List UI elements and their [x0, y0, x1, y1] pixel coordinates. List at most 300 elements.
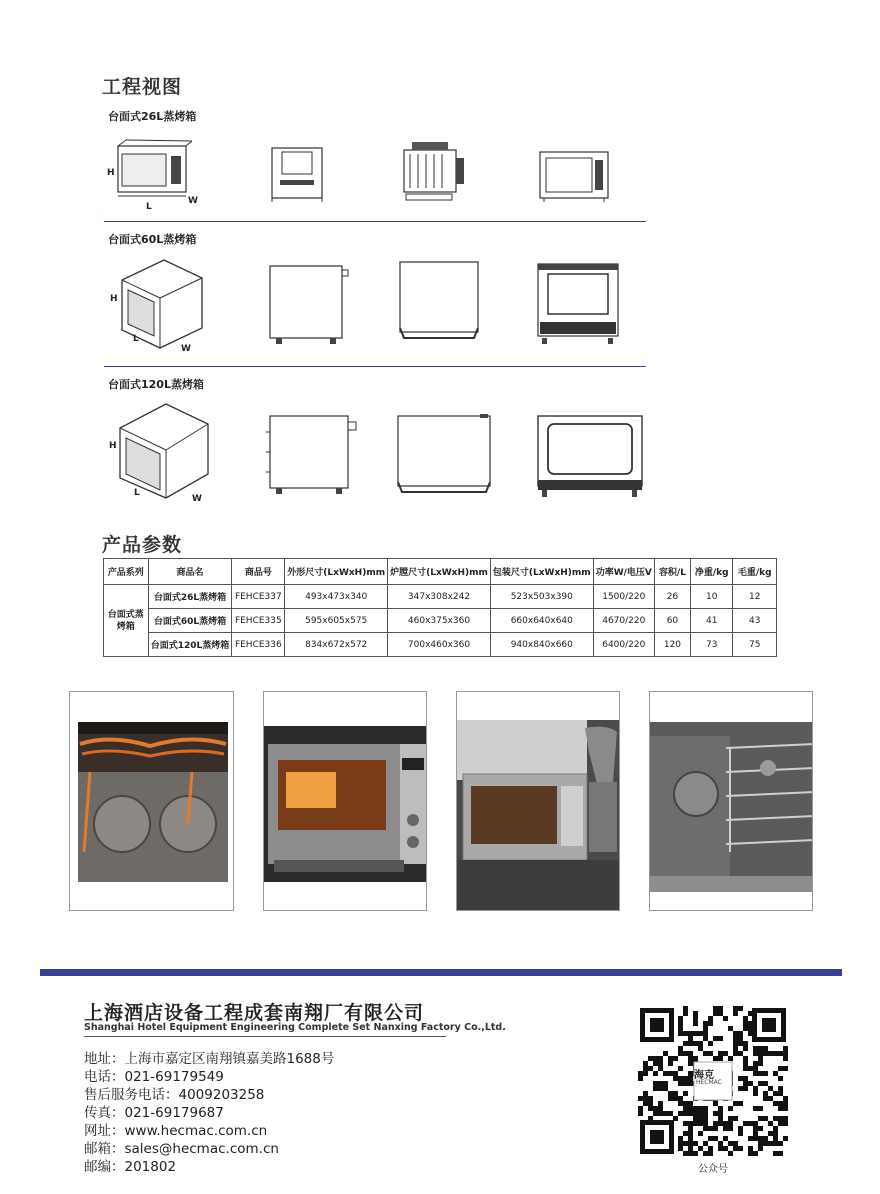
qr-module — [753, 1051, 758, 1056]
qr-module — [718, 1036, 723, 1041]
qr-module — [753, 1046, 758, 1051]
qr-module — [698, 1041, 703, 1046]
footer-divider-bar — [40, 969, 842, 976]
dim-w-60l: W — [181, 344, 191, 354]
qr-module — [643, 1061, 648, 1066]
table-cell: 700x460x360 — [388, 633, 491, 657]
contact-email[interactable]: 邮箱：sales@hecmac.com.cn — [84, 1141, 279, 1157]
model-60l-top-view — [398, 258, 482, 344]
qr-module — [733, 1146, 738, 1151]
qr-module — [758, 1081, 763, 1086]
qr-module — [783, 1101, 788, 1106]
qr-module — [778, 1116, 783, 1121]
qr-module — [658, 1066, 663, 1071]
qr-module — [738, 1146, 743, 1151]
qr-module — [678, 1031, 683, 1036]
table-row — [104, 585, 777, 609]
qr-module — [773, 1051, 778, 1056]
qr-module — [753, 1086, 758, 1091]
qr-module — [728, 1116, 733, 1121]
qr-module — [703, 1141, 708, 1146]
qr-module — [693, 1141, 698, 1146]
qr-module — [743, 1086, 748, 1091]
qr-module — [668, 1071, 673, 1076]
qr-module — [708, 1021, 713, 1026]
qr-module — [643, 1091, 648, 1096]
model-120l-iso-view — [108, 398, 212, 504]
table-cell: 493x473x340 — [285, 585, 388, 609]
qr-module — [718, 1106, 723, 1111]
qr-module — [763, 1141, 768, 1146]
qr-module — [658, 1101, 663, 1106]
qr-module — [683, 1106, 688, 1111]
company-name-cn: 上海酒店设备工程成套南翔厂有限公司 — [84, 1002, 425, 1024]
qr-module — [708, 1016, 713, 1021]
qr-module — [653, 1056, 658, 1061]
qr-module — [728, 1056, 733, 1061]
qr-module — [713, 1101, 718, 1106]
qr-module — [653, 1086, 658, 1091]
qr-module — [733, 1041, 738, 1046]
model-120l-front-view — [536, 412, 644, 500]
qr-module — [708, 1136, 713, 1141]
qr-module — [783, 1121, 788, 1126]
model-120l-side-view — [264, 412, 360, 498]
section-title-engineering: 工程视图 — [102, 76, 183, 98]
dim-w-120l: W — [192, 494, 202, 504]
qr-module — [758, 1141, 763, 1146]
qr-center-logo-cn: 海克 — [694, 1070, 714, 1081]
qr-module — [718, 1121, 723, 1126]
qr-module — [753, 1091, 758, 1096]
qr-module — [688, 1146, 693, 1151]
qr-module — [673, 1096, 678, 1101]
qr-module — [678, 1146, 683, 1151]
qr-module — [693, 1031, 698, 1036]
qr-module — [723, 1146, 728, 1151]
model-60l-side-view — [266, 262, 350, 348]
qr-module — [688, 1071, 693, 1076]
qr-module — [693, 1151, 698, 1156]
qr-module — [783, 1066, 788, 1071]
qr-module — [678, 1111, 683, 1116]
qr-module — [648, 1056, 653, 1061]
qr-module — [693, 1111, 698, 1116]
qr-module — [753, 1106, 758, 1111]
qr-module — [783, 1051, 788, 1056]
qr-module — [688, 1136, 693, 1141]
qr-module — [638, 1111, 643, 1116]
qr-module — [763, 1081, 768, 1086]
qr-module — [783, 1136, 788, 1141]
qr-module — [713, 1136, 718, 1141]
qr-module — [778, 1086, 783, 1091]
qr-module — [718, 1006, 723, 1011]
qr-module — [663, 1081, 668, 1086]
qr-module — [748, 1146, 753, 1151]
dim-h-60l: H — [110, 294, 118, 304]
qr-module — [668, 1061, 673, 1066]
qr-module — [773, 1091, 778, 1096]
qr-module — [698, 1031, 703, 1036]
qr-module — [773, 1126, 778, 1131]
qr-module — [753, 1071, 758, 1076]
qr-module — [743, 1061, 748, 1066]
qr-module — [723, 1126, 728, 1131]
qr-module — [728, 1121, 733, 1126]
qr-module — [703, 1036, 708, 1041]
header-cell: 容积/L — [654, 559, 690, 585]
qr-module — [678, 1076, 683, 1081]
photo-oven-interior-fans — [69, 691, 234, 911]
table-cell: 595x605x575 — [285, 609, 388, 633]
qr-module — [743, 1026, 748, 1031]
table-cell: 73 — [691, 633, 733, 657]
header-cell: 净重/kg — [691, 559, 733, 585]
qr-module — [673, 1056, 678, 1061]
contact-phone: 电话：021-69179549 — [84, 1069, 224, 1085]
qr-module — [653, 1071, 658, 1076]
qr-module — [683, 1131, 688, 1136]
qr-module — [663, 1086, 668, 1091]
qr-module — [738, 1131, 743, 1136]
qr-module — [778, 1106, 783, 1111]
qr-module — [768, 1051, 773, 1056]
dim-l-26l: L — [146, 202, 152, 212]
qr-module — [703, 1151, 708, 1156]
dim-h-120l: H — [109, 441, 117, 451]
qr-module — [733, 1006, 738, 1011]
qr-module — [658, 1111, 663, 1116]
header-cell: 毛重/kg — [733, 559, 777, 585]
table-row — [104, 609, 777, 633]
qr-module — [678, 1136, 683, 1141]
qr-module — [743, 1021, 748, 1026]
qr-module — [768, 1121, 773, 1126]
model-26l-front-view — [268, 144, 326, 204]
qr-module — [688, 1101, 693, 1106]
qr-module — [763, 1071, 768, 1076]
table-cell: 台面式60L蒸烤箱 — [148, 609, 232, 633]
qr-module — [688, 1041, 693, 1046]
qr-module — [698, 1111, 703, 1116]
qr-module — [698, 1121, 703, 1126]
qr-module — [738, 1101, 743, 1106]
photo-oven-racks — [649, 691, 813, 911]
qr-module — [668, 1056, 673, 1061]
table-cell: 1500/220 — [593, 585, 654, 609]
qr-module — [748, 1066, 753, 1071]
qr-module — [693, 1016, 698, 1021]
qr-module — [778, 1091, 783, 1096]
qr-module — [733, 1036, 738, 1041]
model-120l-top-view — [396, 412, 496, 498]
qr-module — [708, 1051, 713, 1056]
qr-module — [713, 1111, 718, 1116]
header-cell: 外形尺寸(LxWxH)mm — [285, 559, 388, 585]
qr-module — [698, 1046, 703, 1051]
qr-module — [748, 1011, 753, 1016]
qr-center-logo-en: HECMAC — [696, 1079, 722, 1086]
contact-postcode: 邮编：201802 — [84, 1159, 177, 1175]
qr-module — [648, 1101, 653, 1106]
qr-module — [763, 1046, 768, 1051]
qr-module — [718, 1056, 723, 1061]
model-26l-back-view — [538, 148, 610, 204]
qr-module — [703, 1116, 708, 1121]
qr-module — [748, 1136, 753, 1141]
qr-module — [768, 1086, 773, 1091]
qr-module — [683, 1141, 688, 1146]
qr-module — [728, 1026, 733, 1031]
qr-module — [783, 1106, 788, 1111]
qr-module — [693, 1056, 698, 1061]
qr-module — [683, 1111, 688, 1116]
qr-module — [733, 1101, 738, 1106]
table-cell: 834x672x572 — [285, 633, 388, 657]
qr-module — [678, 1081, 683, 1086]
qr-module — [703, 1106, 708, 1111]
qr-module — [683, 1101, 688, 1106]
qr-module — [748, 1151, 753, 1156]
qr-module — [738, 1006, 743, 1011]
model-60l-title: 台面式60L蒸烤箱 — [108, 233, 197, 246]
qr-module — [653, 1111, 658, 1116]
qr-module — [683, 1011, 688, 1016]
table-cell: 660x640x640 — [490, 609, 593, 633]
qr-module — [753, 1136, 758, 1141]
dim-l-60l: L — [133, 334, 139, 344]
qr-module — [688, 1131, 693, 1136]
qr-module — [648, 1096, 653, 1101]
qr-module — [758, 1116, 763, 1121]
qr-module — [713, 1126, 718, 1131]
qr-module — [718, 1146, 723, 1151]
qr-module — [778, 1076, 783, 1081]
qr-module — [648, 1066, 653, 1071]
qr-module — [713, 1056, 718, 1061]
qr-module — [753, 1131, 758, 1136]
qr-module — [783, 1046, 788, 1051]
qr-module — [763, 1091, 768, 1096]
qr-module — [703, 1031, 708, 1036]
qr-module — [678, 1096, 683, 1101]
qr-module — [723, 1121, 728, 1126]
qr-module — [713, 1006, 718, 1011]
qr-module — [688, 1111, 693, 1116]
qr-module — [703, 1126, 708, 1131]
header-cell: 产品系列 — [104, 559, 149, 585]
qr-module — [743, 1041, 748, 1046]
qr-module — [683, 1051, 688, 1056]
qr-module — [693, 1011, 698, 1016]
qr-module — [693, 1041, 698, 1046]
qr-module — [768, 1141, 773, 1146]
qr-module — [708, 1146, 713, 1151]
qr-module — [708, 1126, 713, 1131]
qr-module — [743, 1046, 748, 1051]
qr-module — [673, 1076, 678, 1081]
separator-2 — [104, 366, 646, 367]
table-cell: 10 — [691, 585, 733, 609]
table-cell: 60 — [654, 609, 690, 633]
contact-address: 地址：上海市嘉定区南翔镇嘉美路1688号 — [84, 1051, 335, 1067]
qr-module — [748, 1081, 753, 1086]
header-cell: 商品号 — [232, 559, 285, 585]
qr-module — [693, 1021, 698, 1026]
qr-module — [673, 1071, 678, 1076]
table-cell: 台面式120L蒸烤箱 — [148, 633, 232, 657]
qr-module — [768, 1096, 773, 1101]
table-cell: 523x503x390 — [490, 585, 593, 609]
qr-module — [658, 1056, 663, 1061]
qr-module — [708, 1151, 713, 1156]
qr-module — [663, 1071, 668, 1076]
qr-module — [698, 1116, 703, 1121]
qr-module — [658, 1086, 663, 1091]
table-cell: 41 — [691, 609, 733, 633]
qr-module — [688, 1076, 693, 1081]
qr-module — [693, 1116, 698, 1121]
qr-module — [733, 1046, 738, 1051]
qr-module — [743, 1016, 748, 1021]
qr-module — [653, 1081, 658, 1086]
params-table — [103, 558, 777, 657]
qr-module — [663, 1051, 668, 1056]
qr-module — [763, 1096, 768, 1101]
qr-module — [773, 1101, 778, 1106]
qr-module — [738, 1041, 743, 1046]
table-cell: 43 — [733, 609, 777, 633]
model-120l-title: 台面式120L蒸烤箱 — [108, 378, 204, 391]
qr-module — [783, 1056, 788, 1061]
qr-module — [678, 1026, 683, 1031]
qr-module — [738, 1076, 743, 1081]
qr-module — [688, 1031, 693, 1036]
qr-module — [743, 1076, 748, 1081]
qr-module — [693, 1106, 698, 1111]
qr-module — [688, 1056, 693, 1061]
table-cell: FEHCE337 — [232, 585, 285, 609]
table-cell: 120 — [654, 633, 690, 657]
qr-module — [728, 1151, 733, 1156]
qr-module — [773, 1131, 778, 1136]
qr-module — [778, 1151, 783, 1156]
qr-module — [663, 1111, 668, 1116]
model-26l-title: 台面式26L蒸烤箱 — [108, 110, 197, 123]
qr-module — [773, 1071, 778, 1076]
table-cell: FEHCE335 — [232, 609, 285, 633]
qr-module — [758, 1136, 763, 1141]
model-60l-iso-view — [108, 254, 208, 352]
separator-1 — [104, 221, 646, 222]
qr-module — [688, 1061, 693, 1066]
qr-module — [718, 1011, 723, 1016]
qr-module — [738, 1086, 743, 1091]
qr-module — [758, 1061, 763, 1066]
qr-module — [678, 1046, 683, 1051]
contact-fax: 传真：021-69179687 — [84, 1105, 224, 1121]
qr-module — [703, 1121, 708, 1126]
qr-module — [733, 1116, 738, 1121]
qr-module — [763, 1136, 768, 1141]
qr-module — [768, 1131, 773, 1136]
qr-module — [678, 1101, 683, 1106]
qr-module — [673, 1116, 678, 1121]
qr-module — [678, 1016, 683, 1021]
qr-module — [763, 1116, 768, 1121]
qr-module — [683, 1041, 688, 1046]
qr-module — [688, 1126, 693, 1131]
qr-module — [718, 1111, 723, 1116]
table-cell: 26 — [654, 585, 690, 609]
qr-module — [758, 1056, 763, 1061]
qr-module — [748, 1031, 753, 1036]
qr-module — [743, 1056, 748, 1061]
company-underline — [84, 1036, 446, 1037]
qr-module — [713, 1121, 718, 1126]
qr-module — [773, 1116, 778, 1121]
qr-module — [778, 1141, 783, 1146]
dim-l-120l: L — [134, 488, 140, 498]
qr-module — [658, 1081, 663, 1086]
qr-module — [778, 1066, 783, 1071]
qr-module — [668, 1091, 673, 1096]
qr-module — [758, 1106, 763, 1111]
qr-module — [683, 1151, 688, 1156]
header-cell: 炉膛尺寸(LxWxH)mm — [388, 559, 491, 585]
qr-module — [688, 1121, 693, 1126]
qr-module — [703, 1111, 708, 1116]
qr-module — [638, 1106, 643, 1111]
table-cell: 台面式26L蒸烤箱 — [148, 585, 232, 609]
contact-list — [84, 1050, 334, 1176]
qr-module — [653, 1106, 658, 1111]
qr-module — [773, 1141, 778, 1146]
qr-module — [753, 1151, 758, 1156]
qr-module — [733, 1011, 738, 1016]
qr-module — [683, 1091, 688, 1096]
qr-module — [648, 1116, 653, 1121]
dim-w-26l: W — [188, 196, 198, 206]
qr-module — [753, 1061, 758, 1066]
contact-website[interactable]: 网址：www.hecmac.com.cn — [84, 1123, 268, 1139]
qr-label: 公众号 — [698, 1164, 728, 1175]
qr-module — [748, 1026, 753, 1031]
table-row — [104, 633, 777, 657]
qr-module — [758, 1051, 763, 1056]
qr-module — [738, 1126, 743, 1131]
table-cell: 6400/220 — [593, 633, 654, 657]
qr-module — [683, 1081, 688, 1086]
qr-module — [773, 1136, 778, 1141]
qr-module — [688, 1141, 693, 1146]
qr-module — [693, 1121, 698, 1126]
qr-module — [758, 1146, 763, 1151]
qr-module — [673, 1091, 678, 1096]
qr-module — [718, 1141, 723, 1146]
qr-module — [778, 1101, 783, 1106]
qr-module — [683, 1076, 688, 1081]
qr-module — [763, 1051, 768, 1056]
qr-module — [688, 1081, 693, 1086]
qr-module — [688, 1051, 693, 1056]
qr-module — [678, 1021, 683, 1026]
series-cell: 台面式蒸烤箱 — [104, 585, 149, 657]
qr-module — [683, 1031, 688, 1036]
qr-module — [638, 1076, 643, 1081]
qr-module — [733, 1031, 738, 1036]
